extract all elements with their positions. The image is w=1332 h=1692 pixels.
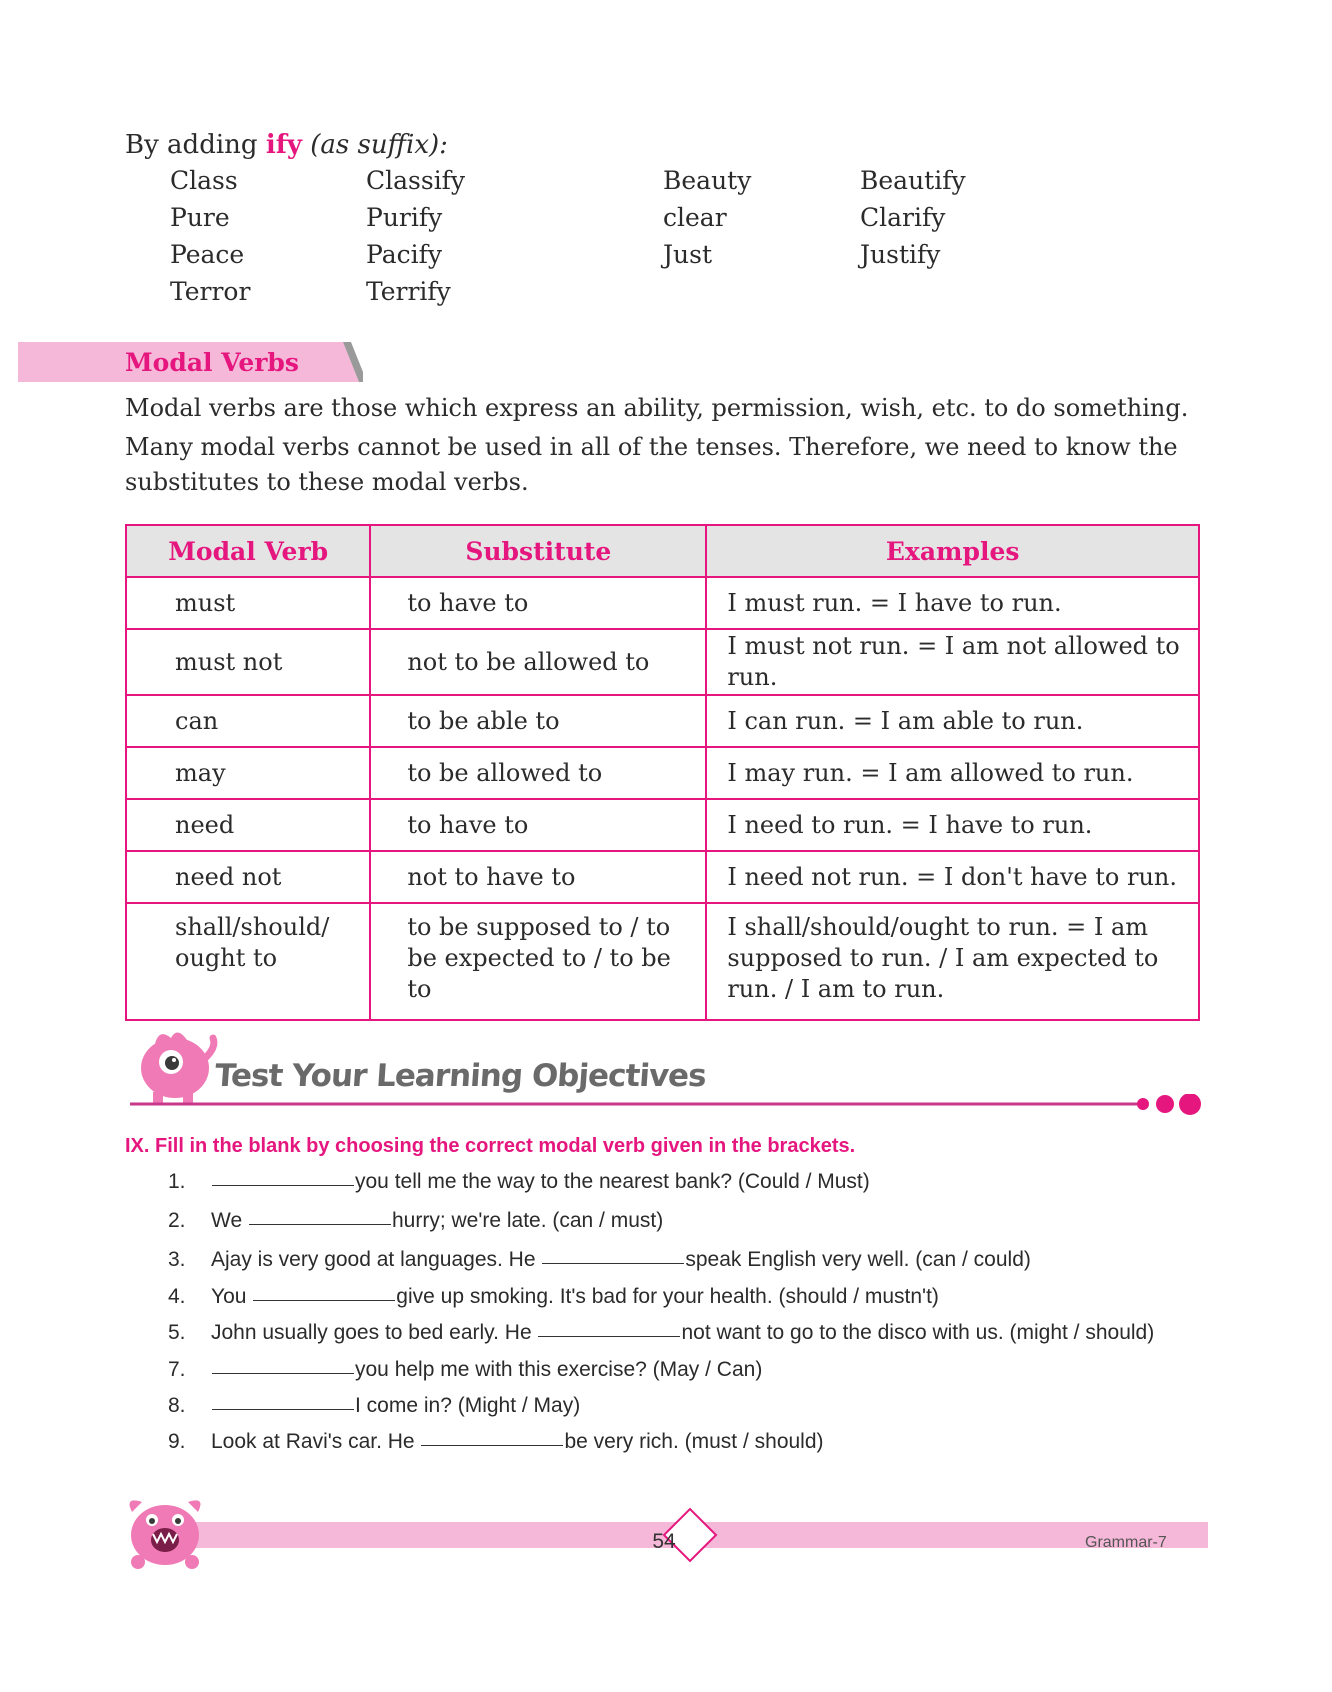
column-header: Examples: [706, 525, 1199, 577]
cell-substitute: to have to: [370, 799, 706, 851]
section-heading: Modal Verbs: [125, 348, 299, 377]
cell-example: I must not run. = I am not allowed to run.: [706, 629, 1199, 695]
table-row: [126, 799, 1199, 851]
word-base: clear: [663, 203, 727, 232]
answer-blank[interactable]: [253, 1299, 395, 1301]
cell-example: I can run. = I am able to run.: [706, 695, 1199, 747]
cell-modal: need not: [126, 851, 370, 903]
cell-substitute: not to have to: [370, 851, 706, 903]
word-derived: Pacify: [366, 240, 442, 269]
word-derived: Justify: [860, 240, 941, 269]
intro-paragraph-2: Many modal verbs cannot be used in all of the tenses. Therefore, we need to know the substitutes to these modal verbs.: [125, 433, 1178, 496]
cell-modal: can: [126, 695, 370, 747]
table-header-row: [126, 525, 1199, 577]
ify-heading: By adding ify (as suffix):: [125, 130, 448, 160]
intro-paragraph: Modal verbs are those which express an ability, permission, wish, etc. to do something.: [125, 394, 1189, 422]
question-item: 3. Ajay is very good at languages. He speak English very well. (can / could): [168, 1248, 1031, 1271]
table-row: [126, 695, 1199, 747]
word-base: Class: [170, 166, 238, 195]
answer-blank[interactable]: [421, 1444, 563, 1446]
cell-modal: may: [126, 747, 370, 799]
cell-modal: need: [126, 799, 370, 851]
question-item: 5. John usually goes to bed early. He not want to go to the disco with us. (might / should): [168, 1321, 1155, 1344]
question-item: 7. you help me with this exercise? (May / Can): [168, 1358, 763, 1381]
dots-decoration-icon: [1135, 1094, 1205, 1118]
cell-example: I need not run. = I don't have to run.: [706, 851, 1199, 903]
table-row: [126, 629, 1199, 695]
question-item: 9. Look at Ravi's car. He be very rich. (must / should): [168, 1430, 824, 1453]
cell-modal: must not: [126, 629, 370, 695]
word-derived: Classify: [366, 166, 466, 195]
cell-example: I need to run. = I have to run.: [706, 799, 1199, 851]
test-section-title: Test Your Learning Objectives: [213, 1058, 707, 1094]
table-row: [126, 903, 1199, 1020]
word-derived: Clarify: [860, 203, 946, 232]
question-item: 2. We hurry; we're late. (can / must): [168, 1209, 664, 1232]
column-header: Modal Verb: [126, 525, 370, 577]
cell-substitute: to be supposed to / to be expected to / to be to: [370, 903, 706, 1020]
monster-icon: [130, 1500, 201, 1569]
word-base: Pure: [170, 203, 230, 232]
answer-blank[interactable]: [538, 1335, 680, 1337]
word-base: Peace: [170, 240, 245, 269]
section-banner: [18, 342, 363, 382]
cell-example: I must run. = I have to run.: [706, 577, 1199, 629]
exercise-heading: IX. Fill in the blank by choosing the correct modal verb given in the brackets.: [125, 1135, 856, 1157]
cell-substitute: not to be allowed to: [370, 629, 706, 695]
cell-example: I may run. = I am allowed to run.: [706, 747, 1199, 799]
book-title: Grammar-7: [1085, 1534, 1167, 1551]
question-item: 1. you tell me the way to the nearest bank? (Could / Must): [168, 1170, 870, 1193]
word-base: Beauty: [663, 166, 752, 195]
answer-blank[interactable]: [212, 1372, 354, 1374]
cell-substitute: to have to: [370, 577, 706, 629]
question-item: 8. I come in? (Might / May): [168, 1394, 581, 1417]
modal-verb-table: [125, 524, 1200, 1021]
word-derived: Purify: [366, 203, 443, 232]
word-base: Terror: [170, 277, 251, 306]
cell-modal: shall/should/ ought to: [126, 903, 370, 1020]
word-base: Just: [663, 240, 712, 269]
answer-blank[interactable]: [542, 1262, 684, 1264]
cell-substitute: to be able to: [370, 695, 706, 747]
answer-blank[interactable]: [212, 1408, 354, 1410]
page-number: 54: [652, 1530, 676, 1553]
answer-blank[interactable]: [249, 1223, 391, 1225]
table-row: [126, 747, 1199, 799]
table-row: [126, 851, 1199, 903]
question-item: 4. You give up smoking. It's bad for your health. (should / mustn't): [168, 1285, 939, 1308]
answer-blank[interactable]: [212, 1184, 354, 1186]
table-row: [126, 577, 1199, 629]
cell-modal: must: [126, 577, 370, 629]
cell-example: I shall/should/ought to run. = I am supposed to run. / I am expected to run. / I am to run.: [706, 903, 1199, 1020]
cell-substitute: to be allowed to: [370, 747, 706, 799]
word-derived: Terrify: [366, 277, 451, 306]
word-derived: Beautify: [860, 166, 966, 195]
column-header: Substitute: [370, 525, 706, 577]
